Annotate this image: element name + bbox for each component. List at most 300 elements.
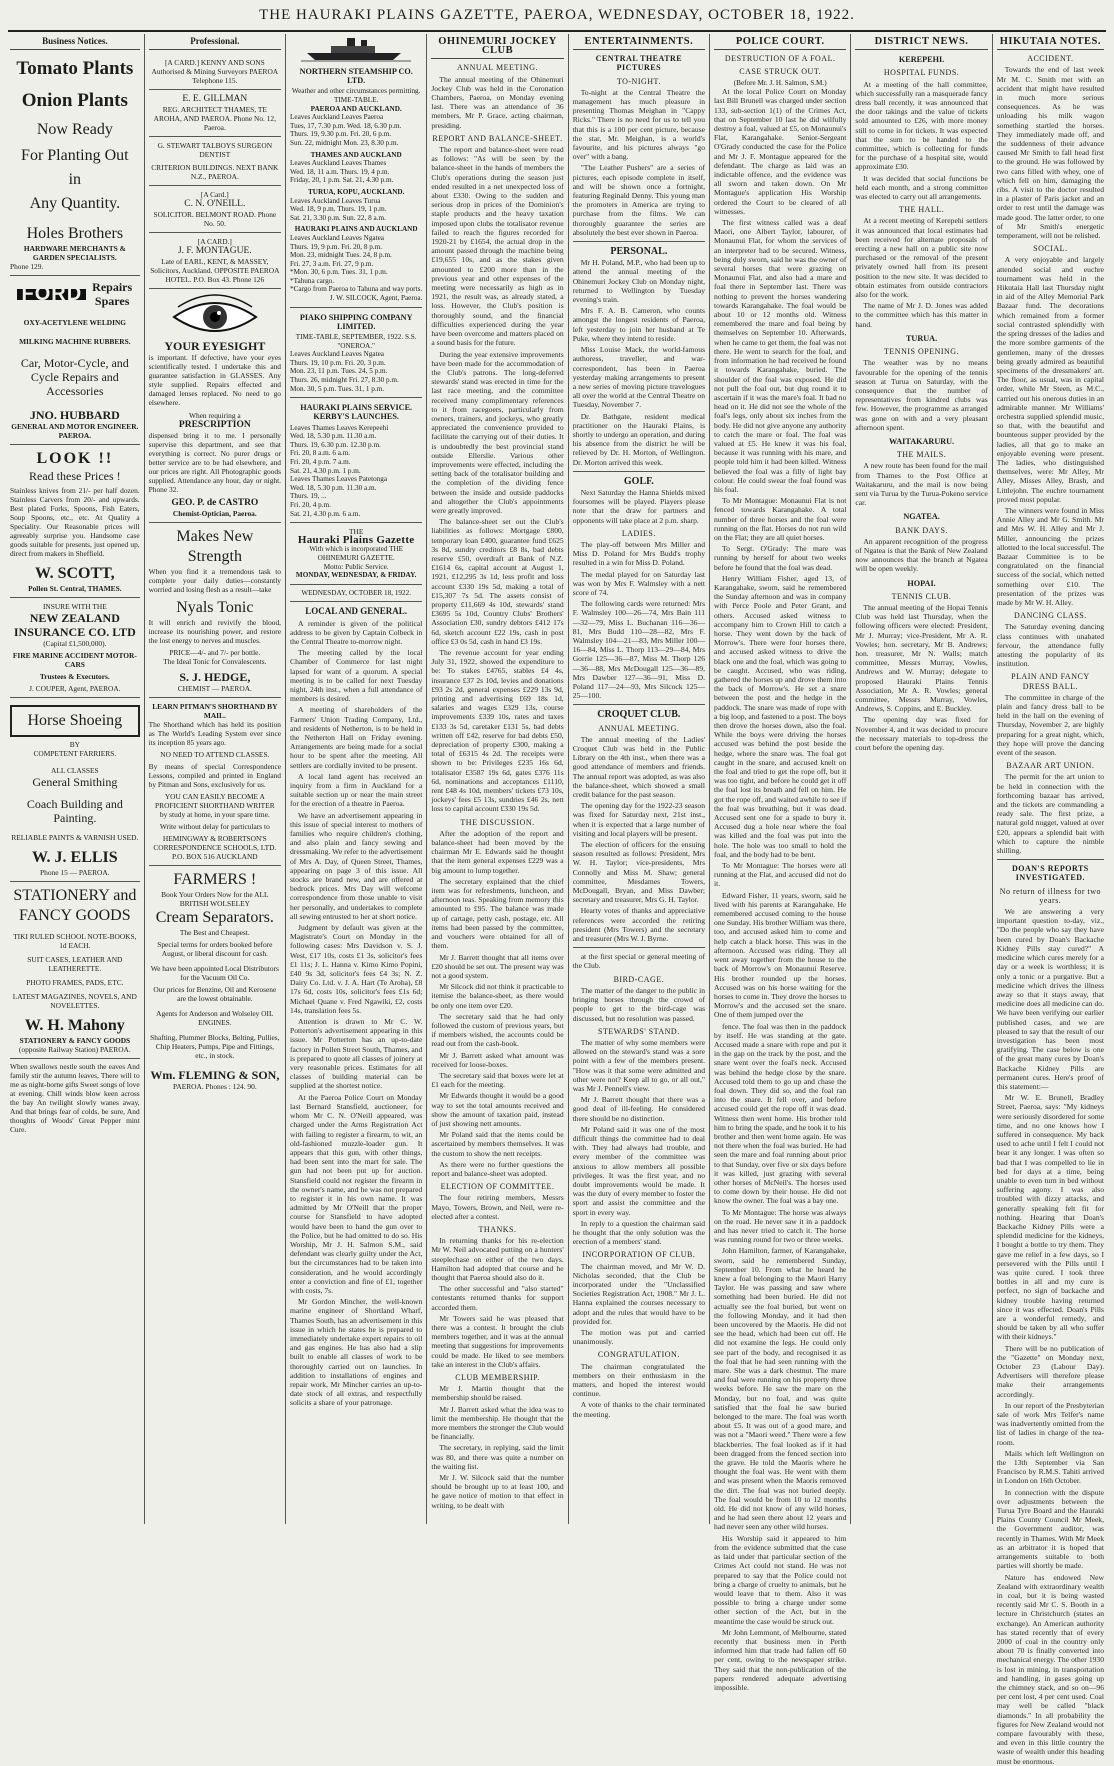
article-paragraph: His Worship said it appeared to him from the evidence submitted that the case as laid under that particular section of the Crimes Act could not stand. He was not prepared to say that the Police could not bring a charge of cruelty to animals, but he would leave that to them. Also it was possible to bring a charge under some other section of the Act, but in the meantime the case would be struck out.: [714, 1533, 847, 1626]
timetable-row: Thurs. 26, midnight Fri. 27, 8.30 p.m.: [290, 376, 399, 385]
masthead: THE HAURAKI PLAINS GAZETTE, PAEROA, WEDNESDAY, OCTOBER 18, 1922.: [8, 0, 1106, 32]
article-paragraph: A local land agent has received an inquiry from a firm in Auckland for a suitable section up or near the main street for the erection of a theatre in Paeroa.: [290, 771, 423, 809]
montague-card: [149, 233, 281, 289]
ad-text: HEMINGWAY & ROBERTSON'S CORRESPONDENCE SCHOOLS, LTD. P.O. BOX 516 AUCKLAND: [153, 834, 277, 862]
ad-text: GENERAL AND MOTOR ENGINEER. PAEROA.: [11, 422, 139, 441]
column-entertainments: [569, 34, 710, 1524]
article-paragraph: Hearty votes of thanks and appreciative references were accorded the retiring president (Mrs Towers) and the secretary and treasurer (Mrs W. J. Byrne.: [572, 906, 706, 944]
ad-headline: Horse Shoeing: [10, 705, 140, 737]
ad-headline: Repairs: [92, 280, 133, 295]
article-paragraph: The four retiring members, Messrs Mayo, Towers, Brown, and Neil, were re-elected after a contest.: [431, 1193, 564, 1221]
ad-text: SOLICITOR. BELMONT ROAD. Phone No. 50.: [153, 210, 277, 229]
article-paragraph: The medal played for on Saturday last was won by Mrs F. Walmsley with a nett score of 74.: [572, 569, 706, 597]
newspaper-columns: [6, 34, 1108, 1766]
section-subheading: DANCING CLASS.: [1013, 611, 1087, 621]
column-heading: HIKUTAIA NOTES.: [997, 34, 1104, 50]
advertiser-name: G. STEWART TALBOYS SURGEON DENTIST: [157, 141, 273, 160]
column-heading: DISTRICT NEWS.: [855, 34, 987, 50]
article-paragraph: Mr J. W. Silcock said that the number should be brought up to at least 100, and he gave notice of motion to that effect in writing, to be dealt with: [431, 1473, 564, 1510]
ad-text: Chemist-Optician, Paeroa.: [172, 509, 257, 519]
ad-text: Special terms for orders booked before August, or liberal discount for cash.: [157, 940, 273, 959]
article-paragraph: The matter of the danger to the public in bringing horses through the crowd of people to get to the bird-cage was discussed, but no resolution was passed.: [572, 985, 706, 1023]
timetable-row: Leaves Thames Leaves Patetonga: [290, 475, 388, 484]
ad-text: Stainless knives from 21/- per half dozen. Stainless Carvers from 20/- and upwards. Best plated Forks, Spoons, Fish Eaters, Soup Spoons, etc., etc. At Quality a Speciality. Our Reasonable prices will agreeably surprise you. Handsome case goods suitable for presents, just opened up, direct from makers in Sheffield.: [10, 486, 140, 559]
timetable-row: Leaves Thames Leaves Kerepeehi: [290, 423, 389, 432]
steamship-icon: [301, 36, 411, 62]
ad-text: Shafting, Plummer Blocks, Belting, Pullies, Chip Heaters, Pumps, Pipe and Fittings, etc., in stock.: [150, 1033, 280, 1061]
ad-headline: LOOK !!: [36, 450, 114, 468]
timetable-row: Sat. 21, 3.30 p.m. Sun. 22, 8 a.m.: [290, 213, 386, 222]
column-heading: OHINEMURI JOCKEY CLUB: [431, 34, 563, 59]
ad-text: RELIABLE PAINTS & VARNISH USED.: [11, 833, 139, 843]
column-hikutaia-notes: [993, 34, 1108, 1766]
advertiser-name: E. E. GILLMAN: [182, 94, 248, 105]
divider: [290, 397, 422, 398]
article-paragraph: The winners were found in Miss Annie Alley and Mr G. Smith. Mr and Mrs W. H. Alley and Mr J. Miller, announcing the prizes allotted to the local successful. The Bazaar Committee is to be congratulated on the financial success of the social, which netted something over £10. The presentation of the prizes was made by Mr W. H. Alley.: [996, 505, 1105, 607]
timetable-row: Mon. 30, 5 p.m. Tues. 31, 1 p.m.: [290, 384, 385, 393]
pitman-shorthand-ad: [149, 698, 281, 866]
section-subheading: THE MAILS.: [896, 450, 947, 460]
ad-text: Trustees & Executors.: [39, 672, 110, 682]
timetable-row: Thurs. 19, 6.30 p.m. 12.30 p.m.: [290, 440, 381, 449]
article-paragraph: We are answering a very important question to-day, viz., "Do the people who say they have been cured by Doan's Backache Kidney Pills stay cured?" A medicine which cures merely for a day or a week is worthless; it is only a tonic or a purgative. But a medicine which drives the illness away so that it stays away, that medicine does all medicine can do. We have been verifying our earlier published cases, and we are pleased to say that the result of our investigation has been most gratifying. The case below is one of the great many cures by Doan's Backache Kidney Pills are permanent cures. Here's proof of this statement:—: [996, 907, 1105, 1091]
article-paragraph: Mails which left Wellington on the 13th September via San Francisco by R.M.S. Tahiti arrived in London on 16th October.: [996, 1448, 1105, 1486]
ad-text: [A Card.]: [200, 190, 229, 200]
ad-headline: Nyals Tonic: [176, 599, 254, 617]
article-paragraph: It was decided that social functions be held each month, and a strong committee was elected to carry out all arrangements.: [855, 173, 988, 202]
section-subheading: TENNIS CLUB.: [891, 591, 952, 601]
column-police-court: [710, 34, 851, 1692]
ad-text: The Best and Cheapest.: [179, 928, 250, 938]
gillman-card: [149, 90, 281, 137]
notice-text: Weather and other circumstances permitting.: [291, 87, 421, 96]
ad-text: It will enrich and revivify the blood, increase its nourishing power, and restore the lost energy to nerves and muscles.: [148, 618, 281, 646]
ad-text: PRICE—4/- and 7/- per bottle.: [169, 648, 261, 658]
article-paragraph: We have an advertisement appearing in this issue of special interest to mothers of families who require children's clothing, and also plain and fancy sewing and dressmaking. We refer to the advertisement of Mrs A. Day, of Queen Street, Thames, appearing on page 3 of this issue. All stocks are brand new, and are offered at bedrock prices. Mrs Day will welcome correspondence from those unable to visit her personally, and undertakes to complete all sewing entrusted to her at short notice.: [290, 810, 423, 921]
article-paragraph: At a recent meeting of Kerepehi settlers it was announced that local estimates had been received for alternate proposals of erecting a new hall on a public site now purchased or the removal of the present privately owned hall from its present position to the new site. It was decided to obtain estimates from outside contractors also for the work.: [855, 216, 988, 300]
article-paragraph: Mr Poland said that the items could be ascertained by members themselves. It was the custom to show the nett receipts.: [431, 1130, 564, 1158]
column-shipping-local: [286, 34, 427, 1524]
ad-text: When you find it a tremendous task to complete your daily duties—constantly worried and losing flesh as a result—take: [148, 567, 281, 595]
article-paragraph: In connection with the dispute over adjustments between the Turua Tyre Board and the Hauraki Plains County Council Mr Meek, the Government auditor, was recently in Thames. With Mr Meek as an arbitrator it is hoped that arrangements suitable to both parties will shortly be made.: [996, 1487, 1105, 1571]
ad-phone: Phone 129.: [10, 262, 44, 272]
ford-repairs-ad: [10, 276, 140, 445]
article-paragraph: A reminder is given of the political address to be given by Captain Colbeck in the Central Theatre to-morrow night.: [290, 618, 423, 646]
timetable-row: Thurs. 19, 9 p.m. Fri. 20, 8 p.m.: [290, 242, 383, 251]
advertiser-name: GEO. P. de CASTRO: [171, 498, 259, 509]
section-subheading: REPORT AND BALANCE-SHEET.: [432, 133, 563, 143]
article-paragraph: A very enjoyable and largely attended social and euchre tournament was held in the Hikutaia Hall last Thursday night in aid of the Alley Memorial Park Bazaar fund. The decorations which remained from a former social contrasted splendidly with the spring dresses of the ladies and the more sombre garments of the gentlemen, many of the dresses being greatly admired as beautiful specimens of the dressmakers' art. The floor, as usual, was in capital order, while Mr Steen, as M.C., carried out his onerous duties in an admirable manner. Mr Williams' orchestra supplied splendid music, so that, with the beautiful and bounteous supper provided by the ladies, all that go to make an enjoyable evening were present. The ladies, who distinguished themselves, were: Mr Alley, Mr Alley, Misses Alley, Brash, and Littlejohn. The euchre tournament proved most popular.: [996, 255, 1105, 504]
article-paragraph: To Mr Montague: The horse was always on the road. He never saw it in a paddock and has never tried to catch it. The horse was running round for two or three weeks.: [714, 1207, 847, 1245]
notice-text: MONDAY, WEDNESDAY, & FRIDAY.: [295, 571, 417, 580]
ad-headline: General Smithing: [32, 775, 118, 790]
column-jockey-club: [427, 34, 568, 1524]
ford-logo-row: [10, 280, 140, 308]
article-paragraph: In returning thanks for his re-election Mr W. Neil advocated putting on a hunters' steeplechase on either of the two days. Hamilton had adopted that course and he thought that Paeroa should also do it.: [431, 1236, 564, 1282]
ad-text: NO NEED TO ATTEND CLASSES.: [160, 750, 270, 760]
ad-text: COMPETENT FARRIERS.: [33, 749, 117, 759]
article-paragraph: The secretary said that he had only followed the custom of previous years, but if members wished, the accounts could be read out from the cash-book.: [431, 1011, 564, 1049]
timetable-row: Sat. 21, 4.30 p.m. 6 a.m.: [290, 509, 361, 518]
article-paragraph: at the first special or general meeting of the Club.: [572, 952, 706, 971]
timetable-row: Mon. 23, midnight Tues. 24, 8 p.m.: [290, 251, 392, 260]
article-paragraph: During the year extensive improvements have been made for the accommodation of the Club's patrons. The long-deferred stewards' stand was erected in time for the last race meeting, and the committee received many complimentary references to it from racegoers, particularly from owners, trainers, and jockeys, who greatly appreciated the convenience provided to facilitate the carrying out of their duties. It is undoubtedly the best provincial stand outside Ellerslie. Various other improvements were effected, including the setting back of the totalisator building and the completion of the dividing fence between the inside and outside paddocks and altogether the Club's appointments were greatly improved.: [431, 349, 564, 515]
article-paragraph: The revenue account for year ending July 31, 1922, showed the expenditure to be: To stakes £4765, stables £4 4s, insurance £37 2s 10d, levies and donations £93 2s 2d, general expenses £229 13s 9d, printing and advertising £69 18s 1d, salaries and wages £329 13s, course improvements £339 10s, rates and taxes £133 3s 5d, caretaker £131 5s, bad debts written off £42, reserve for bad debts £50, depreciation of property £300, making a total of £6315 4s 2d. The receipts were shown to be: Privileges £235 16s 6d, totalisator £3587 19s 6d, gates £376 11s 6d, nominations and acceptances £1110, rent £48 4s 10d, members' tickets £73 10s, jockeys' fees £5 13s, sundries £46 2s, nett loss to capital account £330 19s 5d.: [431, 648, 564, 814]
timetable-row: Sun. 22, midnight Mon. 23, 8.30 p.m.: [290, 138, 399, 147]
section-subheading: ACCIDENT.: [1027, 54, 1074, 64]
ad-text: TIKI RULED SCHOOL NOTE-BOOKS, 1d EACH.: [13, 932, 137, 951]
article-paragraph: To Sergt. O'Grady: The mare was running by herself for about two weeks before he found that the foal was dead.: [714, 544, 847, 572]
advertiser-name: Wm. FLEMING & SON,: [150, 1068, 280, 1083]
section-subheading: STEWARDS' STAND.: [598, 1026, 680, 1036]
advertiser-name: W. J. ELLIS: [31, 849, 118, 867]
article-paragraph: The annual meeting of the Hopai Tennis Club was held last Thursday, when the following officers were elected: President, Mr J. Murray; vice-President, Mr A. R. Vowles; hon. secretary, Mr B. Andrews; hon. treasurer, Mr N. Walls; match committee, Messrs Murray, Vowles, Andrews and W. Murray; delegate to proposed Hauraki Plains Tennis Association, Mr A. R. Vowles; general committee, Messrs Murray, Vowles, Andrews, S. Coppins, and E. Buckley.: [855, 602, 988, 714]
article-paragraph: Mr W. E. Brunell, Bradley Street, Paeroa, says: "My kidneys were seriously disordered for some time, and no one knows how I suffered in consequence. My back used to ache until I felt I could not bear it any longer. I was often so bad that I was compelled to lie in bed for days at a time, being unable to even turn in bed without suffering agony. I was also troubled with dizzy attacks, and generally speaking felt fit for nothing. Hearing that Doan's Backache Kidney Pills were a splendid medicine for the kidneys, I bought a bottle to try them. They gave me relief in a few days, so I persevered with the Pills until I was quite cured. I took three bottles in all and my cure is perfect, no sign of backache and kidney trouble having returned since it was effected. Doan's Pills are a wonderful remedy, and should be taken by all who suffer with their kidneys.": [996, 1093, 1105, 1342]
timetable-row: Tues, 17, 7.30 p.m. Wed. 18, 6.30 p.m.: [290, 121, 402, 130]
ad-headline: Read these Prices !: [29, 469, 121, 484]
article-paragraph: The play-off between Mrs Miller and Miss D. Poland for Mrs Budd's trophy resulted in a win for Miss D. Poland.: [572, 539, 706, 568]
timetable-row: Leaves Auckland Leaves Ngatea: [290, 233, 384, 242]
advertiser-name: NEW ZEALAND INSURANCE CO. LTD: [13, 611, 136, 640]
article-paragraph: In our report of the Presbyterian sale of work Mrs Telfer's name was inadvertently omitted from the list of ladies in charge of the tea-room.: [996, 1400, 1105, 1447]
column-district-news: [851, 34, 992, 1524]
nyals-tonic-ad: [149, 523, 281, 698]
district-heading: NGATEA.: [903, 512, 940, 522]
section-subheading: SOCIAL.: [1033, 244, 1068, 254]
district-heading: TURUA.: [905, 333, 938, 343]
article-paragraph: The report and balance-sheet were read as follows: "As will be seen by the balance-sheet in the hands of members the Club's operations during the season just ended resulted in a net unexpected loss of about £330. Owing to the sudden and serious drop in prices of the Dominion's staple products and the heavy taxation imposed upon clubs the totalisator revenue failed to reach the figures recorded for 1920-21 by £1654, the actual drop in the amount passed through the machine being £19,655 10s, and as the stakes given amounted to £200 more than in the previous year and other expenses of the meeting were necessarily as high as in 1921, the result was, as already stated, a loss. However, the Club's position is thoroughly sound, and the financial difficulties experienced during the year have been overcome and matters placed on a sound basis for the future.: [431, 145, 564, 348]
ad-text: OXY-ACETYLENE WELDING: [23, 318, 127, 328]
article-paragraph: The opening day was fixed for November 4, and it was decided to procure the necessary materials to top-dress the court before the opening day.: [855, 715, 988, 753]
scott-cutlery-ad: [10, 445, 140, 598]
kenny-card: [149, 54, 281, 90]
district-heading: WAITAKARURU.: [888, 436, 955, 446]
section-subheading: DESTRUCTION OF A FOAL.: [724, 54, 836, 64]
mahony-stationery-ad: [10, 882, 140, 1059]
ad-text: SUIT CASES, LEATHER AND LEATHERETTE.: [27, 955, 123, 974]
route-heading: HAURAKI PLAINS AND AUCKLAND: [294, 225, 418, 234]
article-paragraph: Mr H. Poland, M.P., who had been up to attend the annual meeting of the Ohinemuri Jockey Club on Monday night, returned to Wellington by Tuesday evening's train.: [572, 258, 706, 305]
divider: [290, 307, 422, 308]
column-heading: Business Notices.: [10, 34, 140, 50]
ad-text: REG. ARCHITECT THAMES, TE AROHA, AND PAEROA. Phone No. 12, Paeroa.: [153, 105, 276, 133]
timetable-row: Wed. 18, 5.30 p.m. 11.30 a.m.: [290, 483, 377, 492]
talboys-card: [149, 137, 281, 186]
article-paragraph: Mr J. Barrett thought that there was a good deal of ill-feeling. He considered there should be no distinction.: [572, 1095, 706, 1123]
footer-verse: When swallows nestle south the eaves And family stir the autumn leaves, There will to me as night-borne gifts Sweet songs of love at evening. Chill winds blow keen across the bay An twilight slowly wanes away, And that brings fear of colds, be sure, And thoughts of Woods' Great Pepper mint Cure.: [10, 1062, 140, 1135]
timetable-row: Fri. 20, 8 a.m. 6 a.m.: [290, 449, 351, 458]
divider: [573, 471, 705, 472]
article-paragraph: The first witness called was a deaf Maori, one Albert Taylor, labourer, of Monaunui Flat, for whom the services of an interpreter had to be secured. Witness, being duly sworn, said he was the owner of several horses that were grazing on Monaunui Flat, and also had a mare and foal there in September last. There was nothing to prevent the horses wandering towards Karangahake. The foal would be about 10 or 12 months old. Witness remembered the mare and foal being by themselves on September 10. Afterwards, when he came to get them, the foal was not there. He went to search for the foal, and from information he had received he found it towards Karangahake, buried. The shoulder of the foal was exposed. He did not pull the foal out, but dug round it to ascertain if it was the mare's foal. It had no head on it. He did not see the whole of the foal's legs, only about six inches from the body. He did not give anyone any authority to catch the mare or foal. The foal was valued at £5. He knew it was his foal, because it was running with his mare, and people told him it had been killed. Witness believed the foal was a filly of light bay colour. He could swear the foal found was his foal.: [714, 218, 847, 494]
ad-text: By means of special Correspondence Lessons, compiled and printed in England by Pitman and Sons, exclusively for us.: [148, 762, 281, 790]
article-paragraph: The balance-sheet set out the Club's liabilities as follows: Mortgage £800, temporary loan £400, guarantee fund £625 3s 8d, sundry creditors £8 8s, bad debts reserve £50, overdraft at Bank of N.Z. £1614 6s, capital account at August 1, 1921, £12,295 3s 1d, less profit and loss account £330 19s 5d, making a total of £15,307 7s 5d. The assets consist of property £11,669 4s 10d, stewards' stand £3695 5s 10d, Country Clubs' Brothers' Association £30, sundry debtors £412 17s 6d, sketch account £22 19s, cash in post office £3 0s 5d, cash in hand £3 19s.: [431, 517, 564, 646]
article-paragraph: To Mr Montague: Monaunui Flat is not fenced towards Karangahake. A total number of three horses and the foal were running on the flat. Horses do not run wild on the Flat; they are all quiet horses.: [714, 496, 847, 542]
timetable-row: *Mon. 30, 6 p.m. Tues. 31, 1 p.m.: [290, 268, 388, 277]
article-paragraph: The motion was put and carried unanimously.: [572, 1328, 706, 1347]
divider: [997, 859, 1104, 860]
timetable-row: Friday, 20, 1 p.m. Sat. 21, 4.30 p.m.: [290, 176, 394, 185]
article-paragraph: In reply to a question the chairman said he thought that the only solution was the erection of a members' stand.: [572, 1218, 706, 1247]
ad-headline: FARMERS !: [173, 871, 257, 889]
section-subheading: No return of illness for two years.: [999, 886, 1102, 905]
ad-text: Late of EARL, KENT, & MASSEY, Solicitors, Auckland. OPPOSITE PAEROA HOTEL. P.O. Box 43. Phone 126: [150, 257, 280, 285]
article-paragraph: Henry William Fisher, aged 13, of Karangahake, sworn, said he remembered the Sunday afternoon and was in company with Perce Poole and Peter Grant, and others. Accused asked witness to accompany him to Crown Hill to catch a horse. They went down by the back of Morrow's. There were four horses there, and accused asked witness to drive the black one and the foal, which was going to be caught. Accused, who was riding, gathered the horses up and drove them into the back of Morrow's. He set a snare between the post and the hedge in the paddock. The snare was made of rope with a big loop, and fastened to a post. The boys then drove the horses down, also the foal. While the boys were driving the horses accused was behind the post beside the hedge, where the snare was. The foal got caught in the snare, and accused knelt on the foal and tried to get the rope off, but it was too tight, and before he could get it off the foal lost its breath and fell on him. He got the rope off, and waited awhile to see if the foal was breathing, but it was dead. Accused sent one for a spade to bury it. Accused dug a hole near where the foal was killed and the foal was put into the hole. The hole was too small to hold the foal, and the body had to be bent.: [714, 573, 847, 859]
article-paragraph: To Mr Montague: The horses were all running at the Flat, and accused did not do it.: [714, 861, 847, 889]
article-paragraph: To-night at the Central Theatre the management has much pleasure in presenting Thomas Meighan in "Cappy Ricks." There is no need for us to tell you that this is a 100 per cent picture, because the star, Mr. Meighan, is a world's favourite, and his pictures always "go over" with a bang.: [572, 87, 706, 162]
section-subheading: INCORPORATION OF CLUB.: [582, 1250, 696, 1260]
ad-text: The Ideal Tonic for Convalescents.: [163, 657, 267, 667]
article-paragraph: The annual meeting of the Ohinemuri Jockey Club was held in the Coronation Chambers, Paeroa, on Monday evening last. There was an attendance of 36 members, Mr P. Grace, acting chairman, presiding.: [431, 74, 564, 130]
notice-text: *Tahuna cargo.: [290, 276, 335, 285]
ad-headline: YOUR EYESIGHT: [164, 339, 266, 354]
timetable-row: Thurs. 19, 10 p.m. Fri. 20, 3 p.m.: [290, 358, 386, 367]
article-paragraph: Next Saturday the Hanna Shields mixed foursomes will be played. Players please note that the draw for partners and opponents will take place at 2 p.m. sharp.: [572, 487, 706, 525]
article-paragraph: Mr Towers said he was pleased that there was a contest. It brought the club members together, and it was at the annual meeting that suggestions for improvements could be made. He liked to see members take an interest in the Club's affairs.: [431, 1313, 564, 1369]
divider: [573, 704, 705, 705]
article-paragraph: Edward Fisher, 11 years, sworn, said he lived with his parents at Karangahake. He remembered accused coming to the house one Sunday. His brother William was there, too, and accused asked him to come and help catch a black horse. This was in the afternoon. Accused was riding. They all went away together from the house to the back of Morrow's on Monaunui Reserve. His brother rounded up the horses. Accused was on his horse waiting for the horses to come in. They drove the horses to Morrow's and the accused set the snare. One of them jumped over the: [714, 890, 847, 1020]
column-professional: [145, 34, 286, 1524]
notice-text: TIME-TABLE, SEPTEMBER, 1922. S.S. "ONEROA.": [295, 333, 417, 350]
notice-text: With which is incorporated THE OHINEMURI GAZETTE.: [309, 545, 404, 562]
route-heading: THAMES AND AUCKLAND: [310, 150, 402, 159]
ad-text: PAEROA. Phones : 124. 90.: [172, 1082, 257, 1092]
article-paragraph: The weather was by no means favourable for the opening of the tennis season at Turua on Saturday, with the consequence that the number of representatives from kindred clubs was few. However, the programme as arranged was gone on with and a very pleasant afternoon spent.: [855, 358, 988, 432]
article-paragraph: The committee in charge of the plain and fancy dress ball to be held in the hall on the evening of Thursday, November 2, are highly preparing for a great night, which, they hope will prove the dancing event of the season.: [996, 692, 1105, 758]
section-subheading: THE DISCUSSION.: [460, 817, 535, 827]
article-paragraph: The permit for the art union to be held in connection with the forthcoming bazaar has arrived, and the tickets are commanding a ready sale. The first prize, a natural gold nugget, valued at over £20, appears a splendid bait with which to capture the nimble shilling.: [996, 772, 1105, 856]
ad-text: CHEMIST — PAEROA.: [177, 684, 252, 694]
ad-headline: Onion Plants: [21, 90, 128, 112]
ad-text: YOU CAN EASILY BECOME A PROFICIENT SHORTHAND WRITER: [155, 792, 275, 811]
section-subheading: DOAN'S REPORTS INVESTIGATED.: [1012, 864, 1089, 883]
advertiser-name: W. SCOTT,: [35, 565, 115, 583]
section-subheading: LADIES.: [621, 528, 656, 538]
article-paragraph: The secretary said that boxes were let at £1 each for the meeting.: [431, 1070, 564, 1090]
ad-text: FIRE MARINE ACCIDENT MOTOR-CARS: [12, 651, 137, 670]
ellis-horse-shoeing-ad: [10, 698, 140, 882]
ad-headline: Spares: [94, 294, 130, 309]
article-paragraph: There will be no publication of the "Gazette" on Monday next, October 23 (Labour Day). Advertisers will therefore please make their arrangements accordingly.: [996, 1343, 1105, 1399]
article-paragraph: Mr J. Barrett asked what the idea was to limit the membership. He thought that the more members the stronger the Club would be financially.: [431, 1404, 564, 1442]
ad-text: [A CARD.] KENNY AND SONS Authorised & Mining Surveyors PAEROA Telephone 115.: [151, 58, 279, 86]
ad-text: Any Quantity.: [29, 195, 121, 213]
ad-text: PHOTO FRAMES, PADS, ETC.: [26, 978, 124, 988]
article-paragraph: The election of officers for the ensuing season resulted as follows: President, Mrs W. H. Taylor; vice-presidents, Mrs Connolly and Miss M. Shaw; general committee, Mesdames Towers, McDougall, Bryan, and Miss Dawber; secretary and treasurer, Mrs G. H. Taylor.: [572, 840, 706, 905]
article-paragraph: The secretary explained that the chief item was for refreshments, luncheon, and afternoon teas. Speaking from memory this amounted to £95. The balance was made up of cartage, petty cash, postage, etc. All items had been passed by the committee, and vouchers were obtained for all of them.: [431, 876, 564, 951]
ad-text: We have been appointed Local Distributors for the Vacuum Oil Co.: [150, 964, 279, 983]
ad-text: Car, Motor-Cycle, and Cycle Repairs and Accessories: [20, 356, 129, 399]
ad-headline: STATIONERY and FANCY GOODS: [13, 887, 137, 925]
eye-icon: [170, 297, 260, 337]
divider: [290, 601, 422, 602]
section-subheading: ANNUAL MEETING.: [598, 723, 680, 733]
notice-text: *Cargo from Paeroa to Tahuna and way ports.: [290, 285, 423, 294]
divider: [573, 241, 705, 242]
dateline: WEDNESDAY, OCTOBER 18, 1922.: [301, 588, 412, 597]
article-paragraph: Towards the end of last week Mr M. C. Smith met with an accident that might have resulted in much more serious consequences. As he was unloading his milk wagon something startled the horses. They immediately made off, and the suddenness of their advance caused Mr Smith to fall head first to the ground. He was followed by two cans filled with whey, one of which fell on him, damaging the ribs. A visit to the doctor resulted in a plaster of Paris jacket and an order to rest until the damage was made good. The latter order, to one of Mr Smith's energetic temperament, will not be relished.: [996, 65, 1105, 241]
advertiser-name: C. N. O'NEILL.: [184, 199, 246, 210]
article-paragraph: The opening day for the 1922-23 season was fixed for Saturday next, 21st inst., when it is expected that a large number of visiting and local players will be present.: [572, 801, 706, 838]
ford-words: [92, 280, 132, 308]
ad-text: LATEST MAGAZINES, NOVELS, AND NOVELETTES.: [12, 992, 137, 1011]
ad-text: CRITERION BUILDINGS. NEXT BANK N.Z., PAEROA.: [151, 163, 279, 182]
ad-text: [A CARD.]: [197, 237, 232, 247]
ad-text: BY: [69, 740, 80, 750]
section-subheading: CASE STRUCK OUT.: [739, 67, 822, 77]
article-paragraph: Mr Poland said it was one of the most difficult things the committee had to deal with. They had always had trouble, and every member of the committee was anxious to allow members all possible privileges. It was the first year, and no doubt improvements would be made. It was the duty of every member to foster the sport and assist the committee and the sport in every way.: [572, 1124, 706, 1217]
ad-headline: PRESCRIPTION: [178, 420, 251, 431]
article-paragraph: The chairman congratulated the members on their enthusiasm in the matters, and hoped the interest would continue.: [572, 1361, 706, 1399]
court-note: (Before Mr. J. H. Salmon, S.M.): [733, 78, 827, 87]
ad-text: (Capital £1,500,000).: [43, 639, 107, 649]
column-heading: POLICE COURT.: [714, 34, 846, 50]
ad-text: Write without delay for particulars to: [159, 822, 270, 832]
ad-headline: Coach Building and Painting.: [26, 797, 123, 826]
ad-text: Our prices for Benzine, Oil and Kerosene are the lowest obtainable.: [153, 985, 277, 1004]
timetable-row: Mon. 23, 11 p.m. Tues. 24, 5 p.m.: [290, 367, 388, 376]
de-castro-ad: [149, 289, 281, 523]
column-heading: ENTERTAINMENTS.: [573, 34, 705, 50]
article-paragraph: Mr Silcock did not think it practicable to itemise the balance-sheet, as there would be only one item over £20.: [431, 982, 564, 1010]
advertiser-name: W. H. Mahony: [24, 1017, 125, 1035]
article-paragraph: After the adoption of the report and balance-sheet had been moved by the chairman Mr E. Edwards said he thought that the item general expenses £229 was a big amount to lump together.: [431, 828, 564, 875]
article-paragraph: "The Leather Pushers" are a series of pictures, each episode complete in itself, and will be shown once a fortnight, featuring Reginald Denny. This young man the promoters in America are trying to purchase from the films. We can thoroughly guarantee the series are absolutely the best ever shown in Paeroa.: [572, 163, 706, 237]
section-subheading: CENTRAL THEATRE PICTURES: [595, 54, 683, 73]
section-subheading: BIRD-CAGE.: [613, 974, 665, 984]
section-subheading: HOSPITAL FUNDS.: [883, 68, 960, 78]
article-paragraph: An apparent recognition of the progress of Ngatea is that the Bank of New Zealand now announces that the branch at Ngatea will be open weekly.: [855, 536, 988, 574]
section-subheading: CLUB MEMBERSHIP.: [455, 1373, 540, 1383]
section-subheading: BAZAAR ART UNION.: [1006, 761, 1095, 771]
article-paragraph: Dr. Bathgate, resident medical practitioner on the Hauraki Plains, is shortly to undergo an operation, and during his absence from the district he will be relieved by Dr. H. Morton, of Wellington. Dr. Morton arrived this week.: [572, 411, 706, 467]
ad-text: Book Your Orders Now for the ALL BRITISH WOLSELEY: [161, 890, 269, 909]
gazette-nameplate: Hauraki Plains Gazette: [297, 534, 415, 547]
ad-text: by study at home, in your spare time.: [159, 810, 270, 820]
article-paragraph: The meeting called by the local Chamber of Commerce for last night lapsed for want of a quorum. A special meeting is to be called for next Tuesday night, 24th inst., when a full attendance of members is desired.: [290, 648, 423, 704]
article-paragraph: fence. The foal was then in the paddock by itself. He was standing at the gate. Accused made a snare with rope and put it in the gap on the track by the post, and the snare went over the foal's neck. Accused was behind the hedge close by the snare. Accused told them to go up and chase the foal down. They did so, and the foal ran into the snare. It fell over, and before accused could get the rope off it was dead. Witness then went home. His brother told him to bring the spade, and he took it to his brother and then went home again. He was not there when the foal was buried. He had seen the mare and foal running about prior to that Sunday, over five or six days before it was killed, just grazing with several other horses of McNeil's. The horses used to come down by their house. He did not know the owner. The foal was a bay one.: [714, 1021, 847, 1206]
agent-signature: J. W. SILCOCK, Agent, Paeroa.: [329, 294, 423, 303]
district-heading: HOPAI.: [907, 578, 936, 588]
ad-text: Agents for Anderson and Wolseley OIL ENGINES.: [156, 1009, 274, 1028]
ad-text: For Planting Out: [21, 147, 129, 165]
timetable-row: Leaves Auckland Leaves Paeroa: [290, 113, 384, 122]
tomato-plants-ad: [10, 54, 140, 276]
ad-text: HARDWARE MERCHANTS & GARDEN SPECIALISTS.: [23, 244, 126, 263]
section-heading: NORTHERN STEAMSHIP CO. LTD.: [299, 67, 413, 86]
ad-text: in: [68, 171, 82, 189]
divider: [290, 522, 422, 523]
timetable-row: Fri. 20, 4 p.m. 7 a.m.: [290, 458, 351, 466]
timetable-row: Thurs. 19, 9.30 p.m. Fri. 20, 6 p.m.: [290, 130, 392, 139]
ad-text: STATIONERY & FANCY GOODS: [19, 1036, 131, 1046]
ad-text: dispensed bring it to me. I personally supervise this department, and see that everything is correct. No purer drugs or better service are to be had elsewhere, and our prices are right. All Photographic goods supplied. Attendance any hour, day or night. Phone 32.: [148, 431, 281, 495]
article-paragraph: Attention is drawn to Mr C. W. Potterton's advertisement appearing in this issue. Mr Potterton has an up-to-date factory in Pollen Street South, Thames, and is prepared to quote all classes of joinery at very reasonable prices. Estimates for all classes of building material can be supplied at the shortest notice.: [290, 1017, 423, 1091]
timetable-row: Leaves Auckland Leaves Ngatea: [290, 350, 384, 359]
article-paragraph: The chairman moved, and Mr W. D. Nicholas seconded, that the Club be incorporated under the "Unclassified Societies Registration Act, 1908." Mr J. L. Hanna explained the courses necessary to adopt and the rules that would have to be provided for.: [572, 1261, 706, 1326]
article-paragraph: Mrs F. A. B. Cameron, who counts amongst the longest residents of Paeroa, left yesterday to join her husband at Te Puke, where they intend to reside.: [572, 306, 706, 343]
ad-text: Now Ready: [36, 121, 113, 139]
section-heading: PERSONAL.: [610, 246, 668, 258]
ad-headline: LEARN PITMAN'S SHORTHAND BY MAIL.: [152, 702, 278, 721]
section-subheading: PLAIN AND FANCY DRESS BALL.: [1011, 672, 1090, 691]
article-paragraph: The Saturday evening dancing class continues with unabated fervour, the attendance fully attesting the popularity of its institution.: [996, 622, 1105, 669]
column-heading: Professional.: [149, 34, 281, 50]
ad-text: J. COUPER, Agent, PAEROA.: [29, 684, 121, 694]
article-paragraph: The following cards were returned: Mrs F. Walmsley 100—26—74, Mrs Bain 111—32—79, Miss L. Buchanan 116—36—81, Mrs Budd 110—28—82, Mrs F. Walmsley 104—21—83, Mrs Miller 100—16—84, Miss L. Thorp 113—29—84, Mrs Gorrie 125—36—87, Miss M. Thorp 126—36—88, Mrs McDougall 125—36—89, Mrs Dawber 127—36—91, Miss D. Poland 117—24—93, Mrs Silcock 125—25—100.: [572, 599, 706, 701]
section-subheading: TO-NIGHT.: [616, 76, 661, 86]
ad-text: When requiring a: [188, 411, 241, 421]
timetable-row: Wed. 18, 11 a.m. Thurs. 19, 4 p.m.: [290, 167, 390, 176]
divider: [573, 947, 705, 948]
section-subheading: BANK DAYS.: [895, 525, 948, 535]
timetable-row: Fri. 27, 3 a.m. Fri. 27, 9 p.m.: [290, 259, 374, 268]
article-paragraph: Judgment by default was given at the Magistrate's Court on Monday in the following cases: Mrs Davidson v. S. J. West, £17 10s, costs £1 3s, solicitor's fees £1 11s; J. L. Hanna v. Kimo Kimo Popini, £40 9s 3d, solicitor's fees £4 3s; N. Z. Dairy Co. Ltd. v. J. A. Hart (Te Aroha), £8 17s 6d, costs 10s, solicitor's fees £1s 6d; Michael Quane v. Fred Ngawiki, £2, costs 14s, translation fees 5s.: [290, 923, 423, 1015]
article-paragraph: At the local Police Court on Monday last Bill Brunell was charged under section 133, sub-section 1(1) of the Crimes Act, that on September 10 last he did wilfully destroy a foal, valued at £5, on Monaunui's Flat, Karangahake. Senior-Sergeant O'Grady conducted the case for the Police and Mr J. F. Montague appeared for the defendant. The charge as laid was an indictable offence, and the evidence was all sworn and taken down. On Mr Montague's application His Worship ordered the Court to be cleared of all witnesses.: [714, 87, 847, 216]
section-heading: LOCAL AND GENERAL.: [305, 606, 408, 617]
ad-phone: Phone 15 — PAEROA.: [40, 868, 110, 878]
ad-text: MILKING MACHINE RUBBERS.: [19, 337, 131, 347]
article-paragraph: Mr Edwards thought it would be a good way to set the total amounts received and show the amount of taxation paid, instead of just showing nett amounts.: [431, 1091, 564, 1128]
section-heading: HAURAKI PLAINS SERVICE. KERBY'S LAUNCHES.: [300, 403, 413, 422]
ad-text: Pollen St. Central, THAMES.: [28, 584, 122, 594]
timetable-row: Wed. 18, 5.30 p.m. 11.30 a.m.: [290, 432, 377, 441]
district-heading: KEREPEHI.: [898, 55, 945, 65]
fleming-separators-ad: [149, 866, 281, 1095]
article-paragraph: Miss Louise Mack, the world-famous authoress, traveller, and war-correspondent, has been in Paeroa yesterday making arrangements to present a new series of moving picture travelogues all over the world at the Central Theatre on Tuesday, November 7.: [572, 345, 706, 410]
notice-text: Motto: Public Service.: [323, 562, 389, 571]
article-paragraph: A new route has been found for the mail from Thames to the Post Office at Waitakaruru, and the mail is now being sent via Turua by the Turua-Pokeno service car.: [855, 461, 988, 508]
ad-text: The Shorthand which has held its position as The World's Leading System ever since its inception 85 years ago.: [148, 720, 281, 748]
section-subheading: CONGRATULATION.: [597, 1350, 680, 1360]
timetable-row: Thurs. 19, ...: [290, 492, 327, 501]
article-paragraph: The other successful and "also started" contestants returned thanks for support accorded them.: [431, 1284, 564, 1312]
ad-headline: Makes New Strength: [176, 528, 254, 566]
section-subheading: ANNUAL MEETING.: [457, 63, 538, 73]
timetable-row: Wed. 18, 9 p.m. Thurs. 19, 1 p.m.: [290, 205, 387, 214]
article-paragraph: Mr Gordon Mincher, the well-known marine engineer of Shortland Wharf, Thames South, has an advertisement in this issue in which he states he is prepared to immediately undertake expert repairs to oil and gas engines. He has also had a slip built to enable all classes of work to be thoroughly carried out on launches. In addition to installations of engines and repair work, Mr Mincher carries an up-to-date stock of all extras, and respectfully solicits a share of your patronage.: [290, 1297, 423, 1408]
section-subheading: THE HALL.: [898, 205, 945, 215]
advertiser-name: S. J. HEDGE,: [179, 670, 251, 685]
article-paragraph: John Hamilton, farmer, of Karangahake, sworn, said he remembered Sunday, September 10. From what he heard he knew a foal belonging to the Maori Harry Taylor. He was passing and saw where something had been buried. He did not actually see the foal buried, but went on the following Monday, and it had then been uncovered by the Maoris. He did not see the head, which had been cut off. He did not examine the legs. He could only see part of the body, and recognised it as the foal that he had seen running with the mare. She was a dark chestnut. The mare and foal were running on his property three weeks before. He saw the mare on the Monday, but no foal, and was quite satisfied that the foal he saw buried belonged to the mare. The foal was worth about £5. It was out of a good mare, and was not a "Maori weed." There were a few blackberries. The foal looked as if it had been dragged from the fenced section into the grave. He told the Maoris where he thought the foal was. He went with them and was present when the Maoris removed the dirt. The foal was not buried deeply. The foal would be from 10 to 12 months old. He did not know of any wild horses, and he had seen there about 12 years and had never seen any other wild horses.: [714, 1246, 847, 1532]
gazette-the: THE: [348, 527, 364, 537]
article-paragraph: The secretary, in replying, said the limit was 80, and there was quite a number on the waiting list.: [431, 1443, 564, 1471]
section-subheading: TENNIS OPENING.: [884, 347, 960, 357]
ad-text: ALL CLASSES: [51, 766, 99, 776]
timetable-row: Leaves Auckland Leaves Turua: [290, 196, 381, 205]
notice-text: TIME-TABLE.: [334, 96, 379, 104]
article-paragraph: Nature has endowed New Zealand with extraordinary wealth in coal, but it is being wasted recently said Mr C. S. Booth in a lecture in Christchurch (states an exchange). An American authority has stated recently that of every 2000 of coal in the country only about 70 is finally converted into mechanical energy. The other 1930 is lost in mining, in transportation and handling, in gases going up the chimney stack, and so on—96 per cent lost, 4 per cent used. Coal may well be called "black diamonds." In all probability the figures for New Zealand would not compare favourably with these, and even in this little country the waste of wealth under this heading must be enormous.: [996, 1572, 1105, 1766]
section-heading: PIAKO SHIPPING COMPANY LIMITED.: [299, 312, 413, 331]
article-paragraph: A vote of thanks to the chair terminated the meeting.: [572, 1400, 706, 1419]
route-heading: PAEROA AND AUCKLAND.: [310, 104, 402, 113]
ad-text: (opposite Railway Station) PAEROA.: [18, 1045, 131, 1055]
ad-text: INSURE WITH THE: [42, 602, 107, 612]
article-paragraph: A meeting of shareholders of the Farmers' Union Trading Company, Ltd., and residents of Netherton, is to be held in the Netherton Hall on Friday evening. Arrangements are being made for a social hour to be spent after the meeting. All settlers are cordially invited to be present.: [290, 705, 423, 770]
ad-headline: Cream Separators.: [155, 909, 274, 927]
timetable-row: Leaves Auckland Leaves Thames: [290, 159, 387, 168]
article-paragraph: Mr John Lemmont, of Melbourne, stated recently that business men in Perth informed him that trade had fallen off 60 per cent, owing to the newspaper strike. They said that the non-publication of the papers rendered adequate advertising impossible.: [714, 1627, 847, 1692]
advertiser-name: J. F. MONTAGUE.: [177, 246, 252, 257]
ad-text: is important. If defective, have your eyes scientifically tested. I undertake this and guarantee satisfaction in GLASSES. Any style supplied. Repairs effected and damaged lenses replaced. No need to go elsewhere.: [148, 353, 281, 408]
divider: [290, 584, 422, 585]
advertiser-name: JNO. HUBBARD: [29, 408, 120, 423]
column-business-notices: [6, 34, 145, 1524]
timetable-row: Fri. 20, 4 p.m.: [290, 500, 331, 509]
advertiser-name: Holes Brothers: [26, 225, 124, 243]
article-paragraph: At the Paeroa Police Court on Monday last Bernard Stansfield, auctioneer, for whom Mr C. N. O'Neill appeared, was charged under the Arms Registration Act with failing to register a firearm, to wit, an old-fashioned muzzle-loader gun. It appears that this gun, with other things, had been sent into the mart for sale. The gun had not been put up for auction. Stansfield could not register the firearm in the owner's name, and he was not prepared to register it in his own name. It was admitted by Mr O'Neill that the proper course for Stansfield to have adopted would have been to hand the gun over to the Police, but he had omitted to do so. His Worship, Mr J. H. Salmon S.M., said defendant was clearly guilty under the Act, but the circumstances had to be taken into consideration, and he would accordingly enter a conviction and fine of £1, together with costs, 7s.: [290, 1092, 423, 1295]
nz-insurance-ad: [10, 598, 140, 698]
article-paragraph: Mr J. Barrett thought that all items over £20 should be set out. The present way was not a good system.: [431, 952, 564, 980]
